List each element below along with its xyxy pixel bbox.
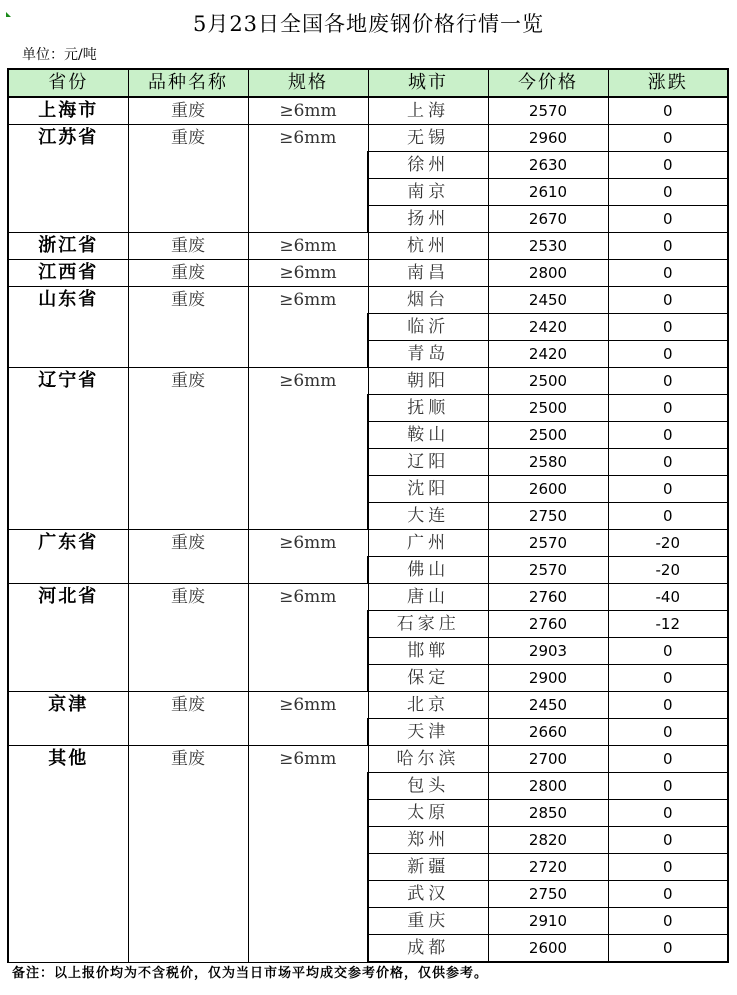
change-cell: 0 bbox=[608, 854, 728, 881]
province-cell: 上海市 bbox=[8, 97, 128, 125]
table-body bbox=[8, 97, 728, 962]
price-cell: 2750 bbox=[488, 503, 608, 530]
city-cell: 辽阳 bbox=[368, 449, 488, 476]
change-cell: 0 bbox=[608, 206, 728, 233]
change-cell: 0 bbox=[608, 800, 728, 827]
table-header bbox=[8, 69, 728, 97]
city-cell: 保定 bbox=[368, 665, 488, 692]
price-cell: 2750 bbox=[488, 881, 608, 908]
table-row bbox=[8, 368, 728, 395]
price-table bbox=[7, 68, 729, 963]
spec-cell: ≥6mm bbox=[248, 97, 368, 125]
city-cell: 徐州 bbox=[368, 152, 488, 179]
footnote: 备注：以上报价均为不含税价，仅为当日市场平均成交参考价格，仅供参考。 bbox=[12, 966, 489, 981]
change-cell: 0 bbox=[608, 449, 728, 476]
price-cell: 2530 bbox=[488, 233, 608, 260]
spec-cell: ≥6mm bbox=[248, 125, 368, 233]
price-cell: 2610 bbox=[488, 179, 608, 206]
price-cell: 2500 bbox=[488, 422, 608, 449]
city-cell: 扬州 bbox=[368, 206, 488, 233]
price-cell: 2630 bbox=[488, 152, 608, 179]
header-province: 省份 bbox=[8, 69, 128, 97]
city-cell: 包头 bbox=[368, 773, 488, 800]
product-cell: 重废 bbox=[128, 584, 248, 692]
table-row bbox=[8, 97, 728, 125]
price-cell: 2900 bbox=[488, 665, 608, 692]
price-cell: 2570 bbox=[488, 530, 608, 557]
city-cell: 邯郸 bbox=[368, 638, 488, 665]
change-cell: 0 bbox=[608, 773, 728, 800]
price-cell: 2850 bbox=[488, 800, 608, 827]
price-cell: 2903 bbox=[488, 638, 608, 665]
city-cell: 唐山 bbox=[368, 584, 488, 611]
change-cell: -20 bbox=[608, 530, 728, 557]
change-cell: 0 bbox=[608, 233, 728, 260]
price-cell: 2760 bbox=[488, 611, 608, 638]
city-cell: 成都 bbox=[368, 935, 488, 963]
price-cell: 2420 bbox=[488, 314, 608, 341]
change-cell: 0 bbox=[608, 719, 728, 746]
city-cell: 南京 bbox=[368, 179, 488, 206]
price-cell: 2500 bbox=[488, 395, 608, 422]
spec-cell: ≥6mm bbox=[248, 260, 368, 287]
change-cell: 0 bbox=[608, 395, 728, 422]
city-cell: 哈尔滨 bbox=[368, 746, 488, 773]
city-cell: 青岛 bbox=[368, 341, 488, 368]
price-cell: 2760 bbox=[488, 584, 608, 611]
price-cell: 2450 bbox=[488, 692, 608, 719]
price-cell: 2660 bbox=[488, 719, 608, 746]
spec-cell: ≥6mm bbox=[248, 746, 368, 963]
product-cell: 重废 bbox=[128, 287, 248, 368]
city-cell: 天津 bbox=[368, 719, 488, 746]
change-cell: 0 bbox=[608, 368, 728, 395]
change-cell: -40 bbox=[608, 584, 728, 611]
city-cell: 上海 bbox=[368, 97, 488, 125]
table-row bbox=[8, 233, 728, 260]
table-row bbox=[8, 287, 728, 314]
product-cell: 重废 bbox=[128, 530, 248, 584]
price-cell: 2700 bbox=[488, 746, 608, 773]
table-row bbox=[8, 584, 728, 611]
change-cell: 0 bbox=[608, 314, 728, 341]
city-cell: 临沂 bbox=[368, 314, 488, 341]
product-cell: 重废 bbox=[128, 746, 248, 963]
city-cell: 杭州 bbox=[368, 233, 488, 260]
price-cell: 2420 bbox=[488, 341, 608, 368]
province-cell: 山东省 bbox=[8, 287, 128, 368]
product-cell: 重废 bbox=[128, 125, 248, 233]
change-cell: 0 bbox=[608, 503, 728, 530]
product-cell: 重废 bbox=[128, 368, 248, 530]
price-cell: 2800 bbox=[488, 260, 608, 287]
product-cell: 重废 bbox=[128, 260, 248, 287]
city-cell: 太原 bbox=[368, 800, 488, 827]
province-cell: 京津 bbox=[8, 692, 128, 746]
price-cell: 2450 bbox=[488, 287, 608, 314]
table-row bbox=[8, 260, 728, 287]
price-cell: 2600 bbox=[488, 935, 608, 963]
change-cell: -20 bbox=[608, 557, 728, 584]
change-cell: 0 bbox=[608, 287, 728, 314]
city-cell: 烟台 bbox=[368, 287, 488, 314]
change-cell: 0 bbox=[608, 908, 728, 935]
price-cell: 2570 bbox=[488, 97, 608, 125]
spec-cell: ≥6mm bbox=[248, 692, 368, 746]
header-product: 品种名称 bbox=[128, 69, 248, 97]
price-cell: 2800 bbox=[488, 773, 608, 800]
city-cell: 石家庄 bbox=[368, 611, 488, 638]
product-cell: 重废 bbox=[128, 233, 248, 260]
product-cell: 重废 bbox=[128, 692, 248, 746]
price-cell: 2580 bbox=[488, 449, 608, 476]
city-cell: 佛山 bbox=[368, 557, 488, 584]
province-cell: 辽宁省 bbox=[8, 368, 128, 530]
city-cell: 无锡 bbox=[368, 125, 488, 152]
spec-cell: ≥6mm bbox=[248, 287, 368, 368]
city-cell: 抚顺 bbox=[368, 395, 488, 422]
table-row bbox=[8, 746, 728, 773]
header-spec: 规格 bbox=[248, 69, 368, 97]
province-cell: 江西省 bbox=[8, 260, 128, 287]
change-cell: 0 bbox=[608, 746, 728, 773]
city-cell: 北京 bbox=[368, 692, 488, 719]
change-cell: 0 bbox=[608, 97, 728, 125]
province-cell: 广东省 bbox=[8, 530, 128, 584]
header-change: 涨跌 bbox=[608, 69, 728, 97]
header-price: 今价格 bbox=[488, 69, 608, 97]
city-cell: 广州 bbox=[368, 530, 488, 557]
city-cell: 南昌 bbox=[368, 260, 488, 287]
city-cell: 鞍山 bbox=[368, 422, 488, 449]
change-cell: 0 bbox=[608, 638, 728, 665]
change-cell: 0 bbox=[608, 125, 728, 152]
province-cell: 江苏省 bbox=[8, 125, 128, 233]
change-cell: -12 bbox=[608, 611, 728, 638]
price-cell: 2600 bbox=[488, 476, 608, 503]
price-cell: 2720 bbox=[488, 854, 608, 881]
change-cell: 0 bbox=[608, 152, 728, 179]
city-cell: 大连 bbox=[368, 503, 488, 530]
price-cell: 2820 bbox=[488, 827, 608, 854]
city-cell: 新疆 bbox=[368, 854, 488, 881]
city-cell: 郑州 bbox=[368, 827, 488, 854]
table-row bbox=[8, 530, 728, 557]
page-title: 5月23日全国各地废钢价格行情一览 bbox=[192, 12, 545, 36]
change-cell: 0 bbox=[608, 179, 728, 206]
change-cell: 0 bbox=[608, 260, 728, 287]
header-city: 城市 bbox=[368, 69, 488, 97]
table-row bbox=[8, 125, 728, 152]
change-cell: 0 bbox=[608, 341, 728, 368]
change-cell: 0 bbox=[608, 476, 728, 503]
city-cell: 武汉 bbox=[368, 881, 488, 908]
price-cell: 2670 bbox=[488, 206, 608, 233]
spec-cell: ≥6mm bbox=[248, 530, 368, 584]
price-cell: 2960 bbox=[488, 125, 608, 152]
city-cell: 沈阳 bbox=[368, 476, 488, 503]
price-cell: 2570 bbox=[488, 557, 608, 584]
province-cell: 其他 bbox=[8, 746, 128, 963]
change-cell: 0 bbox=[608, 881, 728, 908]
unit-label: 单位：元/吨 bbox=[22, 47, 97, 63]
price-cell: 2910 bbox=[488, 908, 608, 935]
province-cell: 浙江省 bbox=[8, 233, 128, 260]
change-cell: 0 bbox=[608, 665, 728, 692]
price-cell: 2500 bbox=[488, 368, 608, 395]
spec-cell: ≥6mm bbox=[248, 584, 368, 692]
change-cell: 0 bbox=[608, 935, 728, 963]
spec-cell: ≥6mm bbox=[248, 233, 368, 260]
province-cell: 河北省 bbox=[8, 584, 128, 692]
spec-cell: ≥6mm bbox=[248, 368, 368, 530]
change-cell: 0 bbox=[608, 422, 728, 449]
change-cell: 0 bbox=[608, 827, 728, 854]
city-cell: 重庆 bbox=[368, 908, 488, 935]
product-cell: 重废 bbox=[128, 97, 248, 125]
change-cell: 0 bbox=[608, 692, 728, 719]
city-cell: 朝阳 bbox=[368, 368, 488, 395]
table-row bbox=[8, 692, 728, 719]
